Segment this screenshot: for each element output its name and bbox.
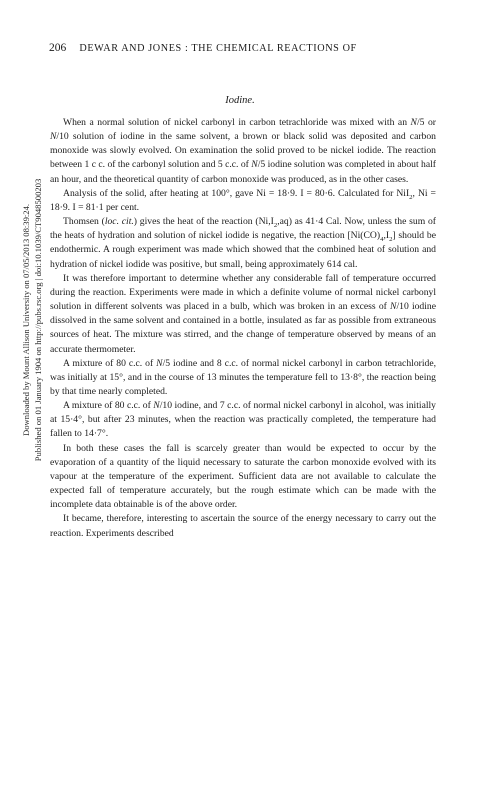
running-title: DEWAR AND JONES : THE CHEMICAL REACTIONS OF [79, 43, 357, 54]
paragraph: Analysis of the solid, after heating at 100°, gave Ni = 18·9. I = 80·6. Calculated for NiI$_2$, Ni = 18·9. I = 81·1 per cent. [50, 187, 436, 213]
body-text [50, 116, 436, 541]
page-number: 206 [49, 42, 67, 54]
paragraph: When a normal solution of nickel carbonyl in carbon tetrachloride was mixed with an N/5 or N/10 solution of iodine in the same solvent, a brown or black solid was deposited and carbon monoxide was slowly evolved. On examination the solid proved to be nickel iodide. The reaction between 1 c c. of the carbonyl solution and 5 c.c. of N/5 iodine solution was completed in about half an hour, and the theoretical quantity of carbon monoxide was produced, as in the other cases. [50, 117, 436, 185]
running-head [49, 42, 435, 54]
margin-notes [21, 150, 43, 490]
section-title: Iodine. [225, 95, 255, 106]
paragraph: A mixture of 80 c.c. of N/5 iodine and 8 c.c. of normal nickel carbonyl in carbon tetrachloride, was initially at 15°, and in the course of 13 minutes the temperature fell to 13·8°, the reaction being by that time nearly completed. [50, 357, 437, 397]
paragraph: It was therefore important to determine whether any considerable fall of temperature occurred during the reaction. Experiments were made in which a definite volume of normal nickel carbonyl solution in different solvents was placed in a bulb, which was broken in an excess of N/10 iodine dissolved in the same solvent and contained in a bottle, insulated as far as possible from extraneous sources of heat. The mixture was stirred, and the change of temperature observed by means of an accurate thermometer. [50, 272, 436, 355]
paragraph: It became, therefore, interesting to ascertain the source of the energy necessary to carry out the reaction. Experiments described [50, 513, 436, 539]
publication-notice: Published on 01 January 1904 on http://pubs.rsc.org | doi:10.1039/CT9048500203 [33, 178, 43, 462]
paragraph: A mixture of 80 c.c. of N/10 iodine, and 7 c.c. of normal nickel carbonyl in alcohol, was initially at 15·4°, but after 23 minutes, when the reaction was practically completed, the temperature had fallen to 14·7°. [50, 400, 436, 440]
paragraph: Thomsen (loc. cit.) gives the heat of the reaction $(Ni,I_2,aq)$ as 41·4 Cal. Now, unless the sum of the heats of hydration and solution of nickel iodide is negative, the reaction $[Ni(CO)_4,I_2]$ should be endothermic. A rough experiment was made which showed that the combined heat of solution and hydration of nickel iodide was positive, but small, being approximately 614 cal. [50, 216, 436, 270]
download-notice: Downloaded by Mount Allison University on 07/05/2013 08:39:24. [21, 203, 31, 437]
paragraph: In both these cases the fall is scarcely greater than would be expected to occur by the evaporation of a quantity of the liquid necessary to saturate the carbon monoxide evolved with its vapour at the temperature of the experiment. Sufficient data are not available to calculate the expected fall of temperature accurately, but the rough estimate which can be made with the incomplete data obtainable is of the above order. [50, 442, 436, 511]
